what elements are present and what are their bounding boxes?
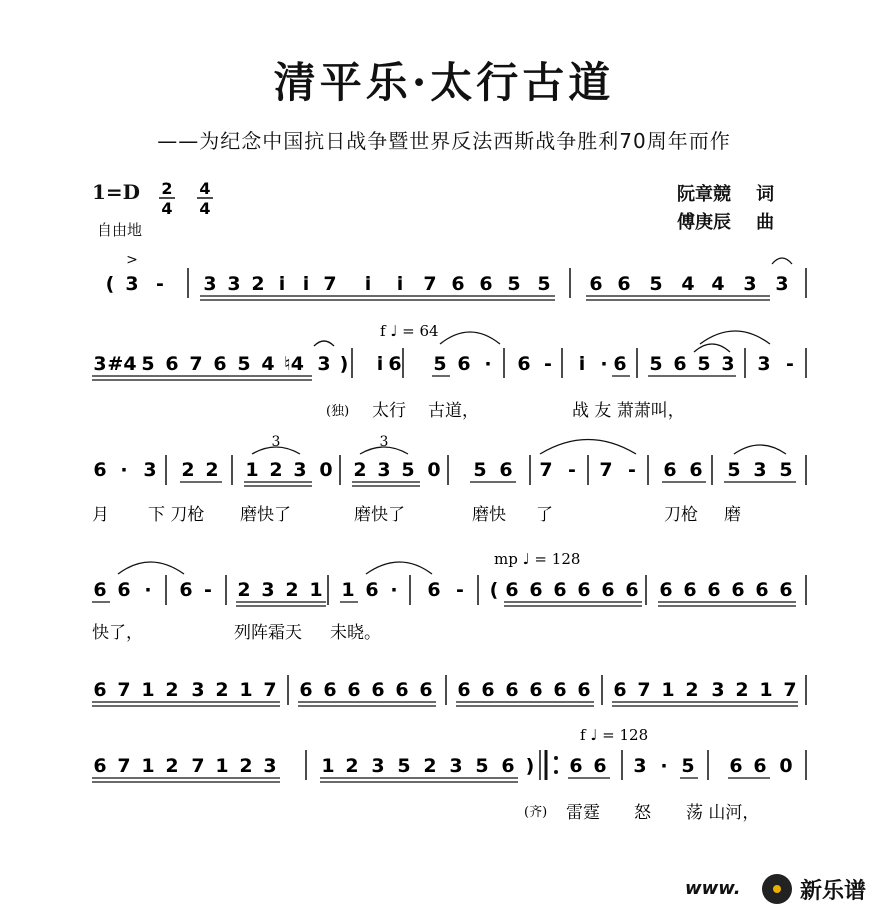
note: i	[578, 353, 586, 375]
note: 2	[685, 679, 699, 701]
note: 6	[689, 459, 703, 481]
note: 6	[553, 679, 567, 701]
note: 5	[649, 353, 663, 375]
note: 6	[617, 273, 631, 295]
note: 3	[449, 755, 463, 777]
note: 0	[319, 459, 333, 481]
note: 3	[125, 273, 139, 295]
row2-notes	[93, 353, 794, 375]
note: 1	[215, 755, 229, 777]
note: )	[525, 755, 535, 777]
key-signature: 1=D	[92, 180, 141, 204]
note: 1	[141, 679, 155, 701]
note: 6	[529, 679, 543, 701]
row7-lyrics	[524, 803, 759, 823]
note: 1	[321, 755, 335, 777]
accent-mark: >	[126, 252, 138, 268]
note: 3	[317, 353, 331, 375]
note: 6	[165, 353, 179, 375]
note: 2	[345, 755, 359, 777]
note: 1	[661, 679, 675, 701]
row4-beams	[92, 602, 796, 606]
note: i	[396, 273, 404, 295]
note: 7	[263, 679, 277, 701]
note: 6	[613, 353, 627, 375]
note: 3	[775, 273, 789, 295]
note: 6	[299, 679, 313, 701]
note: -	[786, 353, 794, 375]
note: 3	[191, 679, 205, 701]
note: 5	[507, 273, 521, 295]
credit-lyricist	[677, 180, 774, 206]
note: 2	[735, 679, 749, 701]
lyric: 磨快了	[354, 505, 405, 525]
note: 6	[213, 353, 227, 375]
note: 7	[323, 273, 337, 295]
note: 2	[269, 459, 283, 481]
note: 6	[479, 273, 493, 295]
note: 3	[143, 459, 157, 481]
note: 6	[589, 273, 603, 295]
note: (	[489, 579, 499, 601]
lyric: 太行	[372, 401, 406, 421]
note: 6	[427, 579, 441, 601]
note: 5	[537, 273, 551, 295]
note: 4	[681, 273, 695, 295]
note: 5	[727, 459, 741, 481]
row1-beams	[200, 296, 770, 300]
note: 5	[397, 755, 411, 777]
lyric: 月	[92, 505, 109, 525]
note: 6	[419, 679, 433, 701]
note: 5	[401, 459, 415, 481]
note: 5	[697, 353, 711, 375]
note: 2	[239, 755, 253, 777]
note: 3	[293, 459, 307, 481]
note: 3	[227, 273, 241, 295]
note: 6	[613, 679, 627, 701]
lyric: 快了，	[92, 623, 143, 643]
note: 6	[577, 679, 591, 701]
note: 5	[433, 353, 447, 375]
note: ·	[660, 755, 668, 777]
note: 7	[117, 755, 131, 777]
note: 1	[141, 755, 155, 777]
fermata	[772, 258, 792, 264]
note: 3	[203, 273, 217, 295]
repeat-dots	[554, 756, 558, 774]
note: #4	[107, 353, 137, 375]
note: 7	[783, 679, 797, 701]
row5-beams	[92, 702, 798, 706]
lyric: 列阵霜天	[234, 623, 302, 643]
note: 6	[755, 579, 769, 601]
note: 5	[141, 353, 155, 375]
note: 4	[711, 273, 725, 295]
note: 6	[517, 353, 531, 375]
watermark-brand: 新乐谱	[800, 879, 867, 904]
note: 1	[245, 459, 259, 481]
note: 6	[663, 459, 677, 481]
note: 6	[457, 353, 471, 375]
credit-name: 傅庚辰	[677, 212, 731, 233]
note: 6	[481, 679, 495, 701]
note: 1	[309, 579, 323, 601]
note: 6	[365, 579, 379, 601]
row1-notes	[106, 252, 789, 295]
note: 6	[593, 755, 607, 777]
row2-lyrics	[326, 401, 685, 421]
note: 3	[721, 353, 735, 375]
slur	[700, 331, 770, 344]
note: 6	[323, 679, 337, 701]
note: 6	[731, 579, 745, 601]
note: 0	[779, 755, 793, 777]
lyric: 磨快	[472, 505, 506, 525]
tempo-text: 自由地	[97, 221, 143, 239]
note: 6	[707, 579, 721, 601]
note: 6	[569, 755, 583, 777]
note: 1	[239, 679, 253, 701]
note: 6	[451, 273, 465, 295]
note: i	[364, 273, 372, 295]
score	[0, 240, 888, 880]
note: 5	[681, 755, 695, 777]
row3-notes	[93, 459, 792, 481]
lyric: 荡 山河，	[686, 803, 760, 823]
note: 5	[779, 459, 793, 481]
lyric: 雷霆	[566, 803, 600, 823]
row4-notes	[93, 579, 792, 601]
note: 7	[423, 273, 437, 295]
note: -	[568, 459, 576, 481]
time-sig-1-bottom: 4	[161, 199, 173, 218]
note: 3	[743, 273, 757, 295]
note: 6	[683, 579, 697, 601]
note: 5	[473, 459, 487, 481]
note: 3	[263, 755, 277, 777]
time-sig-2-top: 4	[199, 179, 211, 198]
time-signatures	[155, 178, 225, 218]
note: 6	[659, 579, 673, 601]
marking-1: f ♩ = 64	[380, 322, 439, 340]
row6-notes	[93, 755, 792, 777]
note: 3	[757, 353, 771, 375]
marking-3: f ♩ = 128	[580, 726, 649, 744]
note: 2	[353, 459, 367, 481]
note: ·	[390, 579, 398, 601]
marking-2: mp ♩ = 128	[494, 550, 581, 568]
note: 2	[165, 755, 179, 777]
note: -	[156, 273, 164, 295]
note: 6	[93, 679, 107, 701]
note: ·	[600, 353, 608, 375]
note: 7	[599, 459, 613, 481]
note: 6	[93, 579, 107, 601]
note: 6	[577, 579, 591, 601]
page-title: 清平乐·太行古道	[273, 58, 615, 107]
note: 2	[215, 679, 229, 701]
note: 6	[93, 755, 107, 777]
note: -	[204, 579, 212, 601]
credit-name: 阮章競	[677, 184, 731, 205]
lyric: 磨快了	[240, 505, 291, 525]
note: 1	[341, 579, 355, 601]
time-sig-2-bottom: 4	[199, 199, 211, 218]
note: 6	[347, 679, 361, 701]
lyric: 战 友 萧萧叫，	[572, 401, 685, 421]
note: -	[456, 579, 464, 601]
note: -	[628, 459, 636, 481]
note: -	[544, 353, 552, 375]
row3-lyrics	[92, 505, 741, 525]
note: 6	[395, 679, 409, 701]
note: 6	[117, 579, 131, 601]
note: 6	[779, 579, 793, 601]
note: 2	[165, 679, 179, 701]
credit-role: 词	[756, 184, 775, 205]
slur	[694, 344, 730, 352]
note: i	[302, 273, 310, 295]
row6-beams	[92, 778, 770, 782]
lyric-voice: (独)	[326, 404, 350, 419]
note: 5	[475, 755, 489, 777]
lyric: 下 刀枪	[148, 505, 205, 525]
note: ♮4	[283, 353, 305, 375]
note: 3	[711, 679, 725, 701]
note: 6	[505, 579, 519, 601]
row2-beams	[92, 376, 736, 380]
fermata	[314, 341, 334, 346]
note: 6	[673, 353, 687, 375]
page-subtitle: ——为纪念中国抗日战争暨世界反法西斯战争胜利70周年而作	[157, 129, 731, 153]
note: 6	[371, 679, 385, 701]
note: 6	[505, 679, 519, 701]
slur	[440, 332, 500, 344]
credit-role: 曲	[756, 212, 775, 233]
note: 6	[501, 755, 515, 777]
note: 6	[457, 679, 471, 701]
note: 6	[93, 459, 107, 481]
watermark-url: www.	[685, 878, 741, 899]
note: 4	[261, 353, 275, 375]
note: 7	[539, 459, 553, 481]
note: 0	[427, 459, 441, 481]
note: (	[105, 273, 115, 295]
lyric-voice: (齐)	[524, 805, 548, 820]
note: 6	[601, 579, 615, 601]
note: 3	[261, 579, 275, 601]
lyric: 未晓。	[330, 623, 381, 643]
note: 6	[553, 579, 567, 601]
row5-notes	[93, 679, 796, 701]
note: 6	[729, 755, 743, 777]
note: 3	[633, 755, 647, 777]
note: 6	[753, 755, 767, 777]
lyric: 了	[536, 505, 553, 525]
note: 6	[499, 459, 513, 481]
note: 6	[625, 579, 639, 601]
note: i	[376, 353, 384, 375]
time-sig-1-top: 2	[161, 179, 173, 198]
disc-icon	[762, 874, 792, 904]
note: 7	[191, 755, 205, 777]
note: 2	[181, 459, 195, 481]
triplet-mark: 3	[379, 434, 389, 450]
note: )	[339, 353, 349, 375]
note: 7	[637, 679, 651, 701]
note: 6	[388, 353, 402, 375]
note: 3	[753, 459, 767, 481]
triplet-mark: 3	[271, 434, 281, 450]
note: 3	[377, 459, 391, 481]
note: 2	[237, 579, 251, 601]
note: ·	[484, 353, 492, 375]
note: ·	[144, 579, 152, 601]
note: 3	[93, 353, 107, 375]
lyric: 怒	[634, 803, 651, 823]
note: 6	[179, 579, 193, 601]
note: 7	[189, 353, 203, 375]
lyric: 磨	[724, 505, 741, 525]
note: 2	[205, 459, 219, 481]
lyric: 刀枪	[664, 505, 698, 525]
note: 2	[423, 755, 437, 777]
note: 2	[251, 273, 265, 295]
lyric: 古道，	[428, 401, 479, 421]
note: ·	[120, 459, 128, 481]
note: 1	[759, 679, 773, 701]
note: 2	[285, 579, 299, 601]
note: i	[278, 273, 286, 295]
note: 5	[649, 273, 663, 295]
row3-beams	[180, 482, 796, 486]
note: 3	[371, 755, 385, 777]
note: 6	[529, 579, 543, 601]
note: 7	[117, 679, 131, 701]
row4-lyrics	[92, 623, 381, 643]
credit-composer	[677, 208, 774, 234]
note: 5	[237, 353, 251, 375]
